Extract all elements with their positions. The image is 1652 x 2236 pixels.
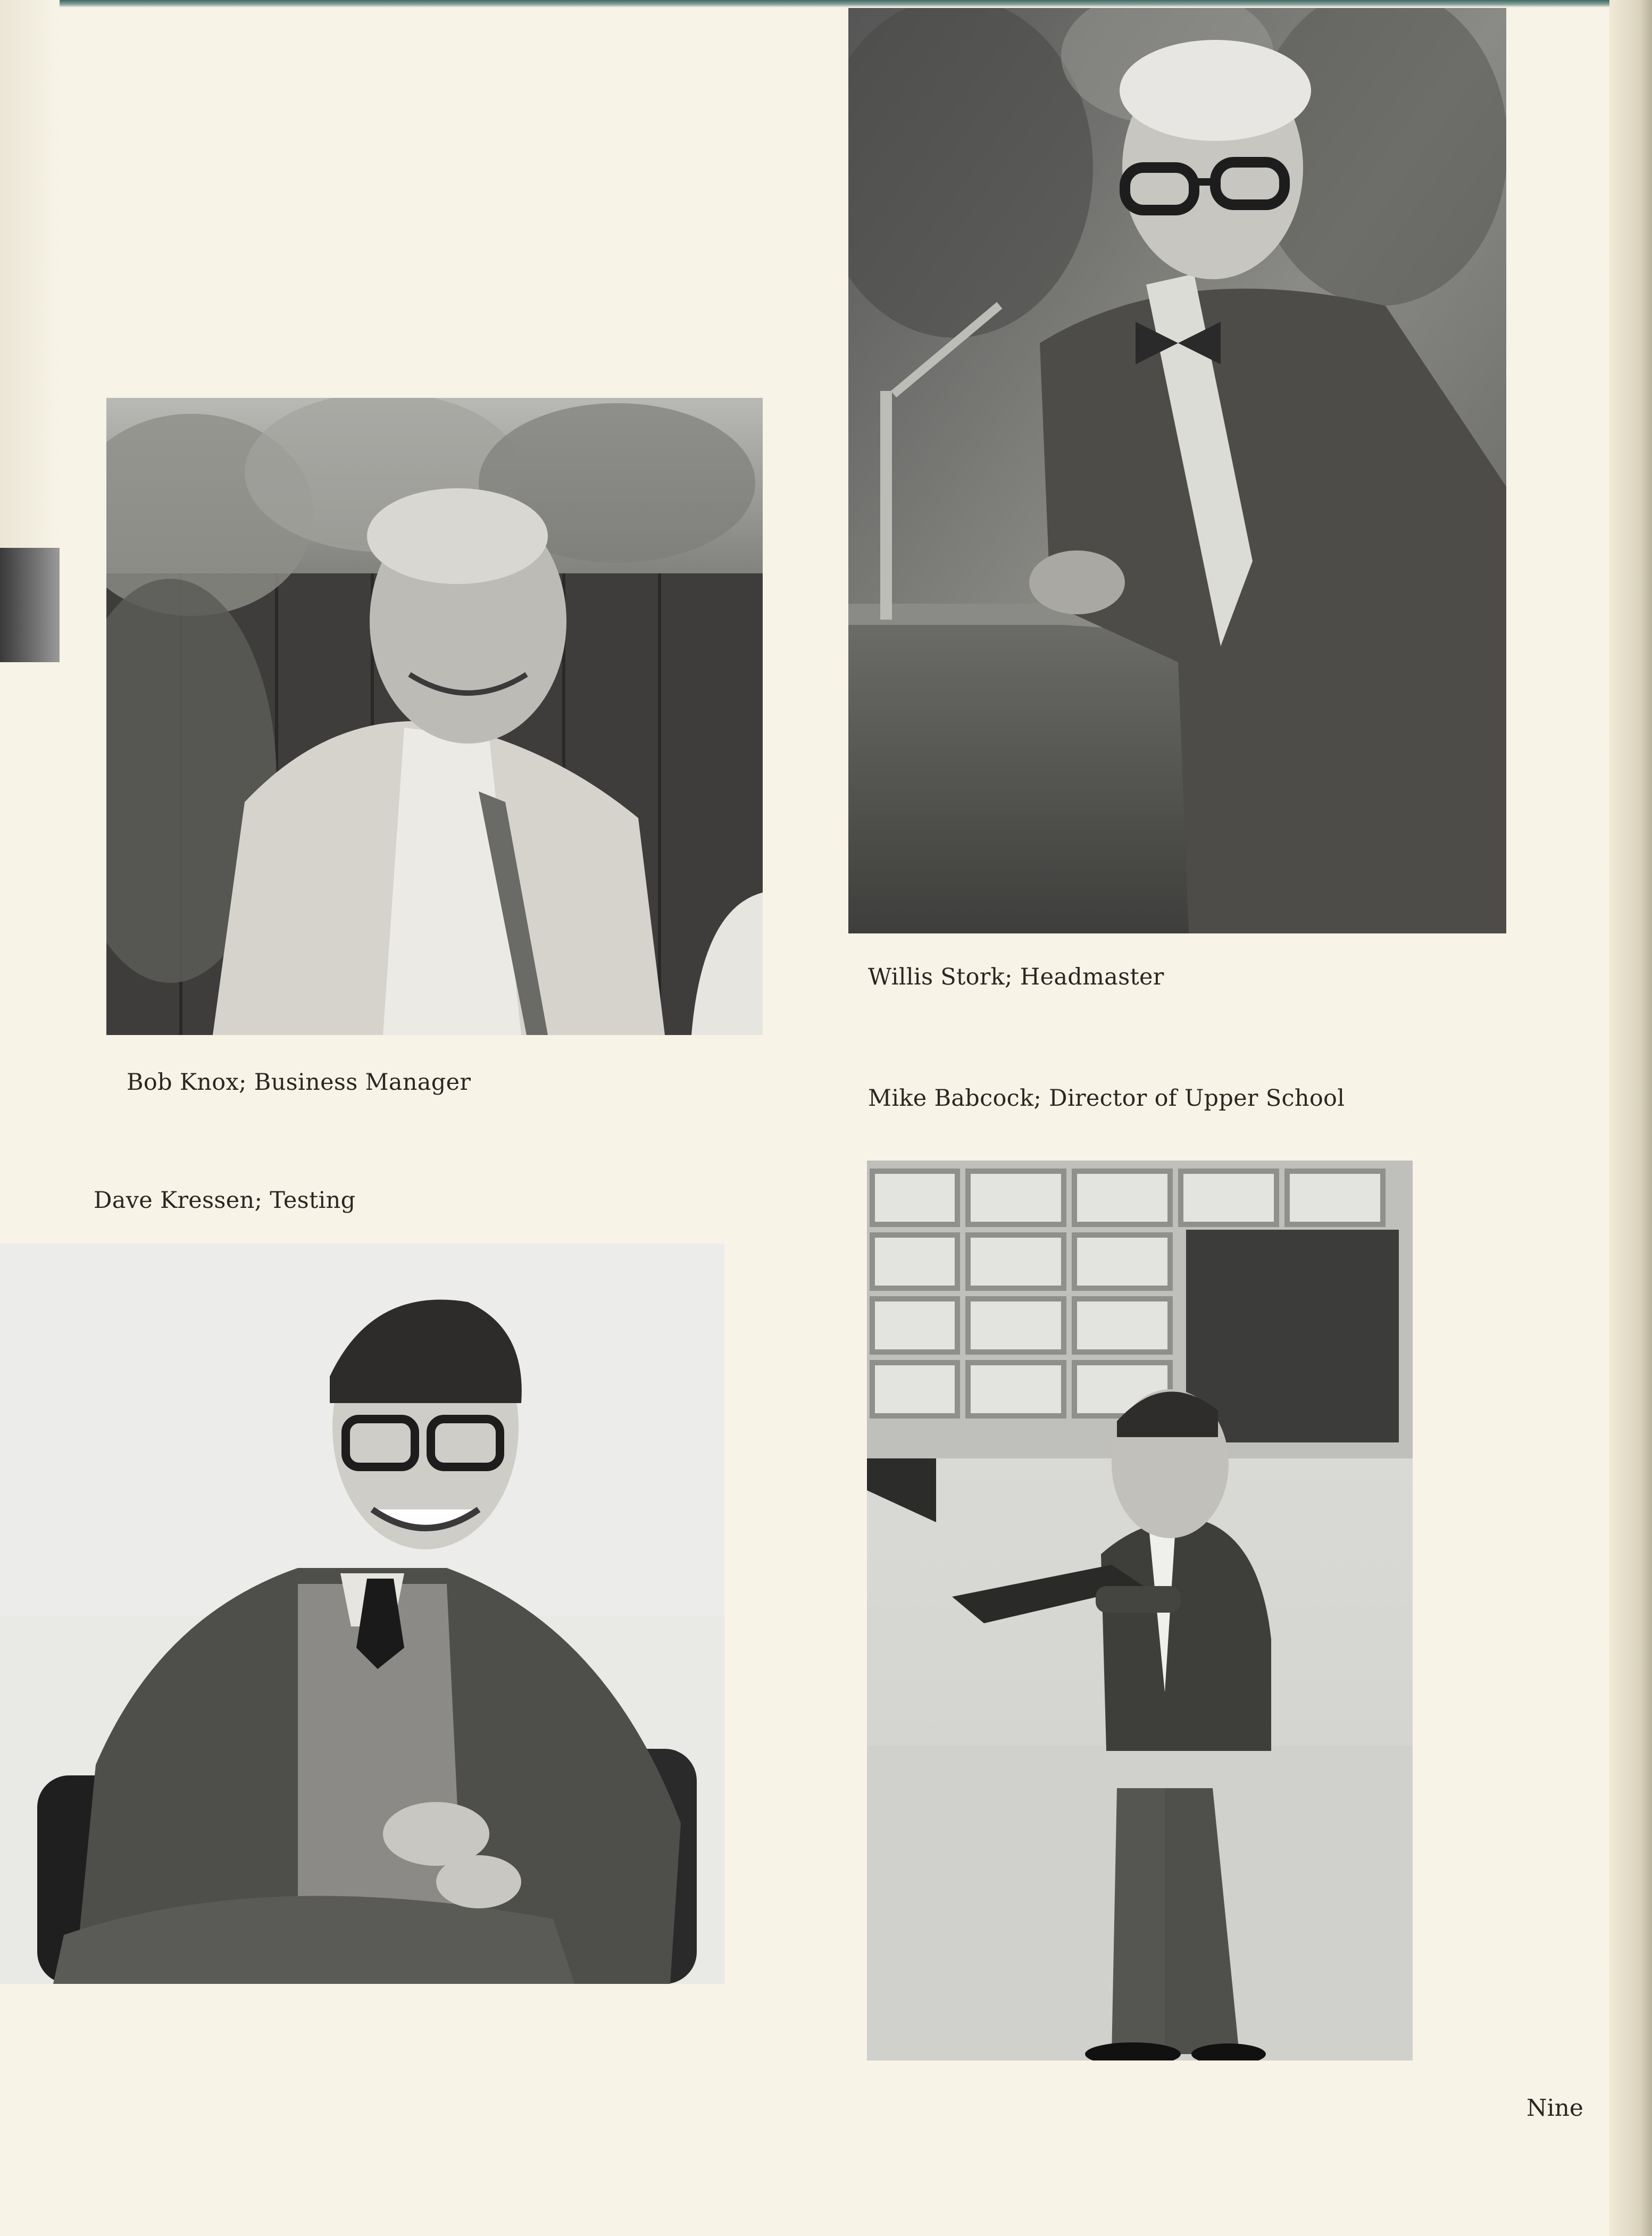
photo-mike-babcock: [867, 1161, 1413, 2060]
caption-willis-stork: Willis Stork; Headmaster: [868, 964, 1164, 990]
page-top-edge: [0, 0, 1652, 7]
left-photo-bleed: [0, 548, 60, 662]
left-page-bleed: [0, 0, 60, 548]
caption-dave-kressen: Dave Kressen; Testing: [94, 1187, 356, 1214]
photo-willis-stork: [848, 8, 1506, 933]
caption-mike-babcock: Mike Babcock; Director of Upper School: [868, 1085, 1345, 1112]
page-number: Nine: [1526, 2095, 1583, 2122]
photo-bob-knox: [106, 398, 763, 1035]
photo-dave-kressen: [0, 1244, 724, 1984]
page-right-edge: [1609, 0, 1652, 2236]
caption-bob-knox: Bob Knox; Business Manager: [127, 1069, 471, 1096]
